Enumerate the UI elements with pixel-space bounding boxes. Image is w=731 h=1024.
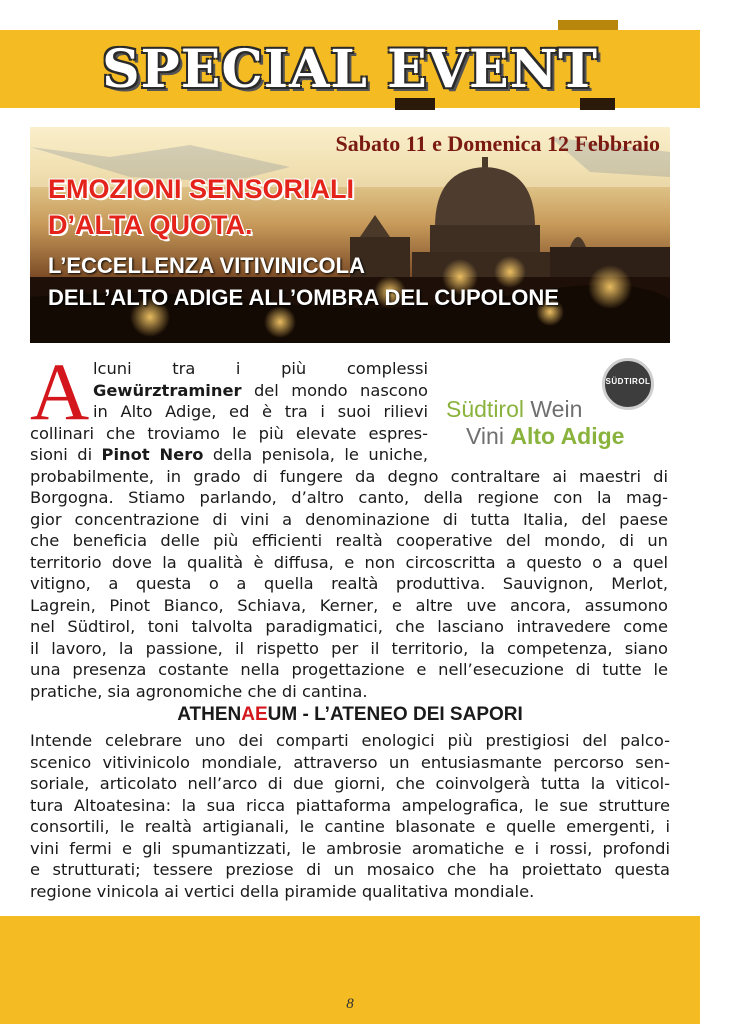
text-line: gior concentrazione di vini a denominazione di tutta Italia, del paese <box>30 509 668 529</box>
text-line: Lagrein, Pinot Bianco, Schiava, Kerner, e altre uve ancora, assumono <box>30 595 668 615</box>
text-line: vini fermi e gli spumantizzati, le ambrosie aromatiche e i rossi, profondi <box>30 838 670 858</box>
section-heading: ATHENAEUM - L’ATENEO DEI SAPORI <box>177 704 523 725</box>
intro-line: Gewürztraminer del mondo nascono <box>93 380 428 400</box>
page-number: 8 <box>346 996 354 1012</box>
text-line: probabilmente, in grado di fungere da degno contraltare ai maestri di <box>30 466 668 486</box>
text-line: tura Altoatesina: la sua ricca piattaforma ampelografica, le sue strutture <box>30 795 670 815</box>
hero-title-line-1: EMOZIONI SENSORIALI <box>48 174 355 204</box>
hero-subtitle-line-1: L’ECCELLENZA VITIVINICOLA <box>48 253 365 278</box>
hero-banner <box>30 127 670 343</box>
text-line: soriale, articolato nell’arco di due giorni, che coinvolgerà tutta la viticol- <box>30 774 670 793</box>
logo-line-2: Vini Alto Adige <box>466 423 625 449</box>
text-line: che beneficia delle più efficienti realtà cooperative del mondo, di un <box>30 531 668 550</box>
hero-title-line-2: D’ALTA QUOTA. <box>48 210 253 240</box>
text-line: Intende celebrare uno dei comparti enologici più prestigiosi del palco- <box>30 731 670 750</box>
text-line: regione vinicola ai vertici della piramide qualitativa mondiale. <box>30 881 535 901</box>
intro-line: sioni di Pinot Nero della penisola, le uniche, <box>30 445 428 464</box>
text-line: nel Südtirol, toni talvolta paradigmatici, che lasciano intravedere come <box>30 617 668 636</box>
text-line: Borgogna. Stiamo parlando, d’altro canto, della regione con la mag- <box>30 488 668 507</box>
intro-line: in Alto Adige, ed è tra i suoi rilievi <box>93 402 428 421</box>
logo-line-1: Südtirol Wein <box>446 396 583 422</box>
intro-paragraph <box>30 444 668 702</box>
text-line: il lavoro, la passione, il rispetto per il territorio, la competenza, siano <box>30 638 668 658</box>
intro-line: lcuni tra i più complessi <box>93 359 428 378</box>
text-line: territorio dove la qualità è diffusa, e non circoscritta a questo o a quel <box>30 552 668 572</box>
intro-paragraph-top <box>93 358 428 423</box>
text-line: consortili, le realtà artigianali, le cantine blasonate e quelle emergenti, i <box>30 817 670 836</box>
drop-cap: A <box>30 346 90 437</box>
sudtirol-wein-logo <box>440 356 666 456</box>
event-date: Sabato 11 e Domenica 12 Febbraio <box>335 131 660 156</box>
hero-subtitle-line-2: DELL’ALTO ADIGE ALL’OMBRA DEL CUPOLONE <box>48 285 559 310</box>
text-line: una presenza costante nella progettazione e nell’esecuzione di tutte le <box>30 660 668 679</box>
text-line: scenico vitivinicolo mondiale, attraverso un entusiasmante percorso sen- <box>30 752 670 772</box>
section-paragraph <box>30 730 670 902</box>
text-line: pratiche, sia agronomiche che di cantina. <box>30 681 368 701</box>
sudtirol-badge-icon: SÜDTIROL <box>602 358 654 410</box>
text-line: vitigno, a questa o a quella realtà produttiva. Sauvignon, Merlot, <box>30 574 668 593</box>
page-title: SPECIAL EVENT <box>102 39 598 100</box>
text-line: e strutturati; tessere preziose di un mosaico che ha proiettato questa <box>30 860 670 879</box>
intro-line: collinari che troviamo le più elevate espres- <box>30 424 428 443</box>
